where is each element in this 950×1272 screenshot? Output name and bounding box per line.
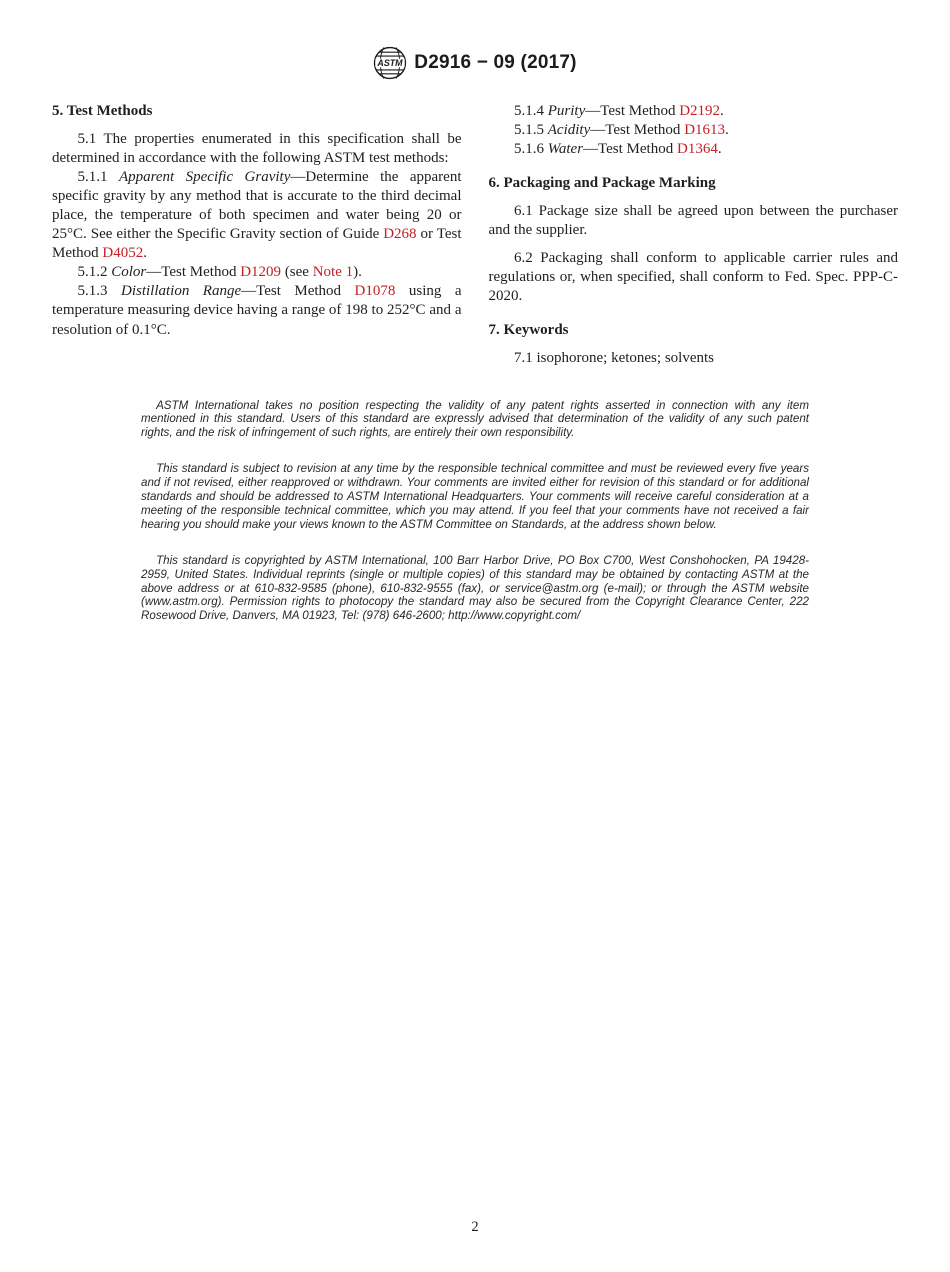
clause-title: Color [111, 264, 147, 281]
reference-link-d268[interactable]: D268 [383, 226, 417, 243]
clause-title: Apparent Specific Gravity [118, 169, 291, 186]
clause-text: . [725, 122, 729, 139]
clause-number: 5.1.1 [77, 169, 119, 186]
reference-link-d1364[interactable]: D1364 [676, 141, 718, 158]
clause-text: —Test Method [583, 141, 677, 158]
clause-text: . [717, 141, 722, 158]
revision-notice: This standard is subject to revision at any time by the responsible technical committee and must be reviewed every five years and if not revised, either reapproved or withdrawn. Your comments are invited either for revision of this standard or for additional standards and should be addressed to ASTM International Headquarters. Your comments will receive careful consideration at a meeting of the responsible technical committee, which you may attend. If you feel that your comments have not received a fair hearing you should make your views known to the ASTM Committee on Standards, at the address shown below. [141, 462, 809, 531]
clause-number: 5.1.2 [77, 264, 112, 281]
clause-number: 5.1.3 [77, 283, 121, 300]
paragraph-5-1-3 [52, 282, 462, 339]
body-columns [52, 102, 898, 369]
astm-logo-icon [373, 46, 407, 80]
page-number: 2 [471, 1219, 479, 1235]
clause-text: ). [353, 264, 362, 281]
paragraph-6-2: 6.2 Packaging shall conform to applicable carrier rules and regulations or, when specified, shall conform to Fed. Spec. PPP-C-2020. [488, 250, 898, 305]
copyright-notice: This standard is copyrighted by ASTM International, 100 Barr Harbor Drive, PO Box C700, West Conshohocken, PA 19428-2959, United States. Individual reprints (single or multiple copies) of this standard may be obtained by contacting ASTM at the above address or at 610-832-9585 (phone), 610-832-9555 (fax), or service@astm.org (e-mail); or through the ASTM website (www.astm.org). Permission rights to photocopy the standard may also be secured from the Copyright Clearance Center, 222 Rosewood Drive, Danvers, MA 01923, Tel: (978) 646-2600; http://www.copyright.com/ [141, 553, 809, 623]
reference-link-d2192[interactable]: D2192 [679, 103, 721, 119]
paragraph-5-1-4 [489, 102, 899, 121]
standard-designation: D2916 − 09 (2017) [414, 52, 577, 73]
clause-text: —Test Method [146, 264, 241, 281]
paragraph-5-1-6 [489, 140, 899, 159]
clause-text: —Test Method [241, 283, 355, 300]
clause-text: . [143, 245, 148, 262]
reference-link-d1613[interactable]: D1613 [684, 122, 726, 139]
reference-link-d4052[interactable]: D4052 [102, 245, 144, 262]
clause-number: 5.1.4 [514, 103, 548, 119]
page-header [52, 46, 898, 80]
patent-disclaimer-notice: ASTM International takes no position respecting the validity of any patent rights asserted in connection with any item mentioned in this standard. Users of this standard are expressly advised that determination of the validity of any such patent rights, and the risk of infringement of such rights, are entirely their own responsibility. [141, 398, 809, 440]
paragraph-5-1: 5.1 The properties enumerated in this specification shall be determined in accordance with the following ASTM test methods: [52, 131, 462, 167]
clause-text: —Test Method [590, 122, 685, 139]
clause-title: Distillation Range [120, 283, 242, 300]
clause-text: or Test Method [52, 226, 462, 262]
reference-link-d1209[interactable]: D1209 [240, 264, 282, 281]
section-5-heading: 5. Test Methods [52, 103, 153, 119]
footer-notices [141, 399, 809, 624]
reference-link-note-1[interactable]: Note 1 [312, 264, 354, 281]
reference-link-d1078[interactable]: D1078 [354, 283, 396, 300]
paragraph-7-1: 7.1 isophorone; ketones; solvents [514, 350, 714, 367]
clause-title: Purity [547, 103, 586, 119]
section-7-heading: 7. Keywords [488, 322, 569, 339]
clause-title: Acidity [547, 122, 591, 139]
right-column [489, 102, 899, 369]
paragraph-5-1-5 [489, 121, 899, 140]
section-6-heading: 6. Packaging and Package Marking [488, 175, 716, 192]
paragraph-6-1: 6.1 Package size shall be agreed upon between the purchaser and the supplier. [488, 203, 898, 239]
clause-title: Water [547, 141, 584, 158]
paragraph-5-1-1 [52, 168, 462, 263]
clause-text: —Test Method [585, 103, 680, 119]
clause-text: . [720, 103, 724, 119]
astm-logo-text: ASTM [377, 57, 403, 68]
clause-text: —Determine the apparent specific gravity by any method that is accurate to the third decimal place, the temperature of both specimen and water being 20 or 25°C. See either the Specific Gravity section of Guide [52, 169, 462, 243]
clause-text: using a temperature measuring device having a range of 198 to 252°C and a resolution of 0.1°C. [52, 283, 462, 338]
clause-number: 5.1.5 [514, 122, 548, 139]
clause-number: 5.1.6 [514, 141, 548, 158]
clause-text: (see [281, 264, 313, 281]
left-column [52, 102, 462, 369]
paragraph-5-1-2 [52, 263, 462, 282]
